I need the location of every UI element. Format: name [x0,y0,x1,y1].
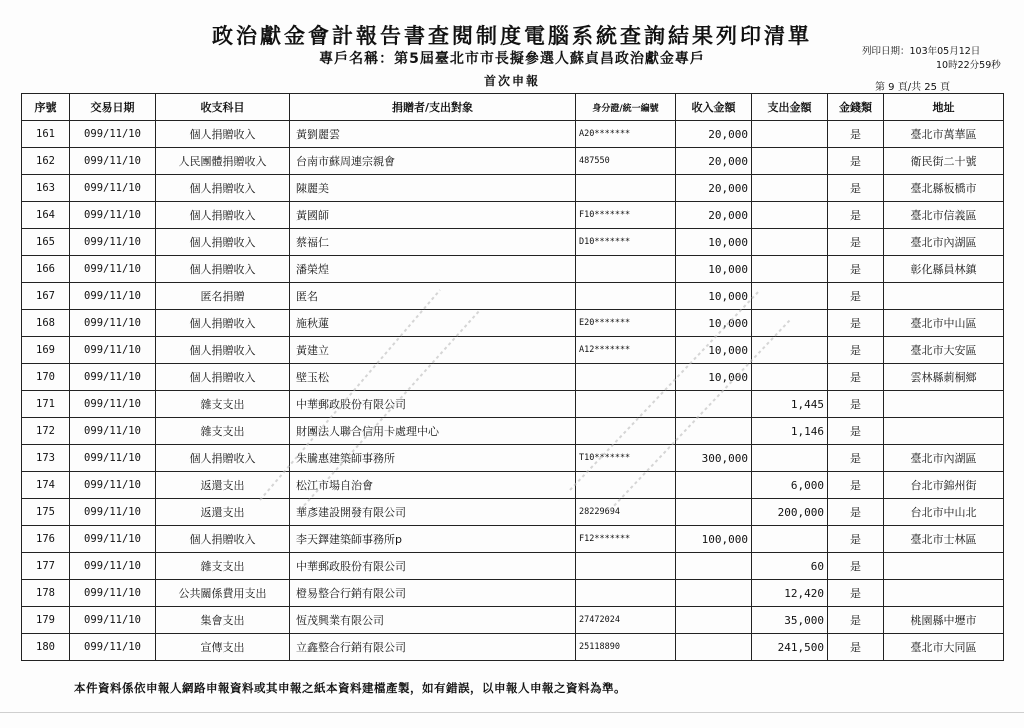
row-category: 個人捐贈收入 [156,256,290,283]
row-cash-flag: 是 [828,283,884,310]
row-expense [752,310,828,337]
row-id-number: F12******* [576,526,676,553]
row-income [676,580,752,607]
row-address [884,391,1004,418]
donation-ledger-table [21,93,1004,661]
row-income: 20,000 [676,202,752,229]
row-seq: 162 [22,148,70,175]
row-category: 個人捐贈收入 [156,364,290,391]
row-party: 壁玉松 [290,364,576,391]
row-id-number: D10******* [576,229,676,256]
row-category: 人民團體捐贈收入 [156,148,290,175]
row-date: 099/11/10 [70,607,156,634]
row-income: 10,000 [676,310,752,337]
row-address: 台北市錦州街 [884,472,1004,499]
row-address: 臺北市士林區 [884,526,1004,553]
row-address: 衛民街二十號 [884,148,1004,175]
row-date: 099/11/10 [70,499,156,526]
row-cash-flag: 是 [828,499,884,526]
row-cash-flag: 是 [828,364,884,391]
row-date: 099/11/10 [70,229,156,256]
row-cash-flag: 是 [828,472,884,499]
row-date: 099/11/10 [70,418,156,445]
row-id-number [576,418,676,445]
row-expense [752,526,828,553]
row-seq: 161 [22,121,70,148]
row-seq: 168 [22,310,70,337]
row-date: 099/11/10 [70,256,156,283]
row-date: 099/11/10 [70,148,156,175]
row-party: 財團法人聯合信用卡處理中心 [290,418,576,445]
row-expense [752,148,828,175]
row-id-number: 25118890 [576,634,676,661]
row-party: 華彥建設開發有限公司 [290,499,576,526]
row-date: 099/11/10 [70,634,156,661]
column-header: 支出金額 [752,94,828,121]
row-seq: 172 [22,418,70,445]
row-expense [752,121,828,148]
row-id-number [576,553,676,580]
table-row [22,256,1004,283]
row-category: 個人捐贈收入 [156,337,290,364]
table-row [22,229,1004,256]
table-row [22,472,1004,499]
row-party: 立鑫整合行銷有限公司 [290,634,576,661]
row-income: 20,000 [676,148,752,175]
row-category: 個人捐贈收入 [156,445,290,472]
row-category: 雜支支出 [156,553,290,580]
row-expense: 60 [752,553,828,580]
row-income [676,391,752,418]
row-expense [752,445,828,472]
row-address [884,553,1004,580]
row-address [884,283,1004,310]
column-header: 身分證/統一編號 [576,94,676,121]
row-cash-flag: 是 [828,121,884,148]
table-row [22,283,1004,310]
row-party: 黃劉麗雲 [290,121,576,148]
row-seq: 165 [22,229,70,256]
row-expense [752,175,828,202]
account-name: 專戶名稱：第5屆臺北市市長擬參選人蘇貞昌政治獻金專戶 [319,51,705,67]
row-cash-flag: 是 [828,229,884,256]
row-income [676,499,752,526]
table-row [22,553,1004,580]
column-header: 交易日期 [70,94,156,121]
row-cash-flag: 是 [828,445,884,472]
row-id-number: T10******* [576,445,676,472]
row-expense [752,229,828,256]
row-address: 臺北市內湖區 [884,229,1004,256]
row-id-number: F10******* [576,202,676,229]
row-address: 臺北市中山區 [884,310,1004,337]
row-seq: 173 [22,445,70,472]
row-date: 099/11/10 [70,310,156,337]
row-seq: 176 [22,526,70,553]
row-party: 陳麗美 [290,175,576,202]
row-party: 朱騰惠建築師事務所 [290,445,576,472]
table-row [22,148,1004,175]
row-expense [752,256,828,283]
row-category: 返還支出 [156,499,290,526]
row-seq: 175 [22,499,70,526]
row-cash-flag: 是 [828,418,884,445]
row-category: 返還支出 [156,472,290,499]
row-date: 099/11/10 [70,121,156,148]
table-row [22,526,1004,553]
row-id-number [576,256,676,283]
row-expense: 241,500 [752,634,828,661]
table-row [22,337,1004,364]
row-cash-flag: 是 [828,526,884,553]
row-category: 個人捐贈收入 [156,202,290,229]
row-address: 彰化縣員林鎮 [884,256,1004,283]
row-income: 10,000 [676,256,752,283]
row-party: 潘榮煌 [290,256,576,283]
row-date: 099/11/10 [70,337,156,364]
row-seq: 167 [22,283,70,310]
row-address: 桃園縣中壢市 [884,607,1004,634]
column-header: 收入金額 [676,94,752,121]
table-row [22,175,1004,202]
row-id-number [576,391,676,418]
row-expense: 6,000 [752,472,828,499]
row-expense [752,283,828,310]
row-id-number: A20******* [576,121,676,148]
document-title: 政治獻金會計報告書查閱制度電腦系統查詢結果列印清單 [212,24,812,48]
row-seq: 170 [22,364,70,391]
row-party: 中華郵政股份有限公司 [290,553,576,580]
row-date: 099/11/10 [70,202,156,229]
column-header: 金錢類 [828,94,884,121]
row-id-number: 487550 [576,148,676,175]
row-party: 松江市場自治會 [290,472,576,499]
row-party: 匿名 [290,283,576,310]
report-type: 首次申報 [483,74,540,88]
print-info [862,45,1001,73]
table-row [22,499,1004,526]
table-row [22,580,1004,607]
table-row [22,202,1004,229]
row-seq: 166 [22,256,70,283]
row-cash-flag: 是 [828,310,884,337]
row-expense: 1,445 [752,391,828,418]
row-date: 099/11/10 [70,364,156,391]
row-expense: 200,000 [752,499,828,526]
divider [0,712,1024,713]
row-id-number: 28229694 [576,499,676,526]
row-party: 中華郵政股份有限公司 [290,391,576,418]
row-seq: 179 [22,607,70,634]
row-category: 個人捐贈收入 [156,310,290,337]
row-income: 10,000 [676,229,752,256]
row-address: 臺北市大同區 [884,634,1004,661]
row-income: 10,000 [676,283,752,310]
row-id-number [576,283,676,310]
row-date: 099/11/10 [70,283,156,310]
row-id-number: E20******* [576,310,676,337]
row-cash-flag: 是 [828,553,884,580]
row-party: 蔡福仁 [290,229,576,256]
row-income: 20,000 [676,121,752,148]
row-income [676,418,752,445]
row-expense: 35,000 [752,607,828,634]
row-id-number: 27472024 [576,607,676,634]
row-address: 臺北市大安區 [884,337,1004,364]
row-expense [752,202,828,229]
row-income: 10,000 [676,364,752,391]
row-id-number [576,580,676,607]
row-expense [752,337,828,364]
row-id-number [576,364,676,391]
row-cash-flag: 是 [828,607,884,634]
row-expense: 12,420 [752,580,828,607]
column-header: 地址 [884,94,1004,121]
row-expense: 1,146 [752,418,828,445]
row-address: 臺北市信義區 [884,202,1004,229]
row-address [884,418,1004,445]
row-category: 個人捐贈收入 [156,526,290,553]
row-seq: 177 [22,553,70,580]
row-seq: 171 [22,391,70,418]
row-party: 李天鐸建築師事務所p [290,526,576,553]
header-row [22,94,1004,121]
row-party: 橙易整合行銷有限公司 [290,580,576,607]
row-cash-flag: 是 [828,391,884,418]
table-row [22,418,1004,445]
row-category: 雜支支出 [156,418,290,445]
table-row [22,445,1004,472]
row-cash-flag: 是 [828,148,884,175]
row-income: 100,000 [676,526,752,553]
table-row [22,634,1004,661]
row-party: 黃國師 [290,202,576,229]
row-income [676,634,752,661]
row-party: 台南市蘇周連宗親會 [290,148,576,175]
row-id-number: A12******* [576,337,676,364]
row-date: 099/11/10 [70,553,156,580]
row-address: 臺北市萬華區 [884,121,1004,148]
row-address: 臺北縣板橋市 [884,175,1004,202]
row-cash-flag: 是 [828,175,884,202]
footer-note: 本件資料係依申報人網路申報資料或其申報之紙本資料建檔產製，如有錯誤，以申報人申報之資料為準。 [74,681,626,695]
row-party: 黃建立 [290,337,576,364]
row-category: 雜支支出 [156,391,290,418]
row-cash-flag: 是 [828,580,884,607]
row-address: 雲林縣莿桐鄉 [884,364,1004,391]
row-income: 10,000 [676,337,752,364]
row-category: 宣傳支出 [156,634,290,661]
row-date: 099/11/10 [70,526,156,553]
row-cash-flag: 是 [828,256,884,283]
table-row [22,391,1004,418]
row-address [884,580,1004,607]
row-income: 300,000 [676,445,752,472]
table-row [22,607,1004,634]
page-indicator: 第 9 頁/共 25 頁 [875,82,951,93]
row-category: 個人捐贈收入 [156,175,290,202]
row-id-number [576,472,676,499]
row-seq: 174 [22,472,70,499]
row-address: 臺北市內湖區 [884,445,1004,472]
row-category: 個人捐贈收入 [156,229,290,256]
row-date: 099/11/10 [70,580,156,607]
row-category: 個人捐贈收入 [156,121,290,148]
row-seq: 163 [22,175,70,202]
print-date: 列印日期：103年05月12日 [862,46,981,57]
row-date: 099/11/10 [70,445,156,472]
table-row [22,364,1004,391]
row-seq: 164 [22,202,70,229]
row-income [676,607,752,634]
row-income [676,472,752,499]
row-party: 施秋蓮 [290,310,576,337]
print-time: 10時22分59秒 [936,60,1001,71]
row-date: 099/11/10 [70,472,156,499]
column-header: 捐贈者/支出對象 [290,94,576,121]
row-party: 恆茂興業有限公司 [290,607,576,634]
row-seq: 178 [22,580,70,607]
row-expense [752,364,828,391]
row-cash-flag: 是 [828,337,884,364]
row-category: 公共關係費用支出 [156,580,290,607]
column-header: 序號 [22,94,70,121]
row-cash-flag: 是 [828,202,884,229]
row-category: 匿名捐贈 [156,283,290,310]
row-date: 099/11/10 [70,391,156,418]
row-address: 台北市中山北 [884,499,1004,526]
row-seq: 180 [22,634,70,661]
row-date: 099/11/10 [70,175,156,202]
table-row [22,121,1004,148]
table-row [22,310,1004,337]
row-cash-flag: 是 [828,634,884,661]
row-income: 20,000 [676,175,752,202]
row-income [676,553,752,580]
row-category: 集會支出 [156,607,290,634]
column-header: 收支科目 [156,94,290,121]
row-seq: 169 [22,337,70,364]
row-id-number [576,175,676,202]
